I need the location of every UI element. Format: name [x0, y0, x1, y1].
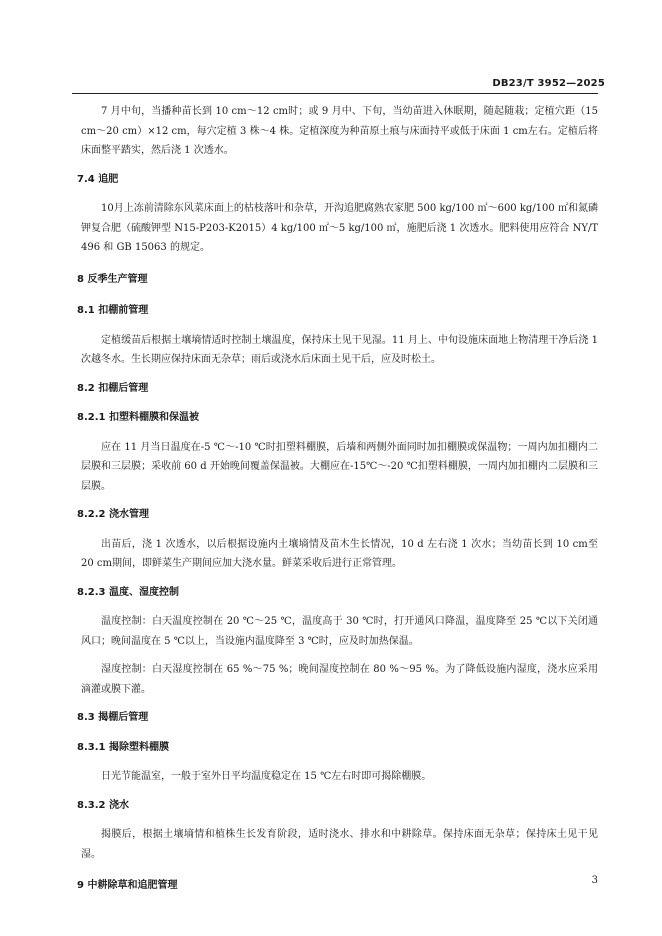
paragraph-temperature: 温度控制：白天温度控制在 20 ℃～25 ℃，温度高于 30 ℃时，打开通风口降温，温度降至 25 ℃以下关闭通风口；晚间温度在 5 ℃以上，当设施内温度降至 3 ℃时，应及时加热保温。: [81, 616, 598, 647]
page-content: [77, 102, 598, 908]
page-number: 3: [591, 875, 598, 886]
subsection-heading: 8.2.3 温度、湿度控制: [77, 586, 179, 598]
chapter-heading: 9 中耕除草和追肥管理: [77, 880, 178, 891]
paragraph-fertilizing: 10月上冻前清除东风菜床面上的枯枝落叶和杂草，开沟追肥腐熟农家肥 500 kg/100 ㎡～600 kg/100 ㎡和氮磷钾复合肥（硫酸钾型 N15-P203-K2015）4 kg/100 ㎡～5 kg/100 ㎡，施肥后浇 1 次透水。肥料使用应符合 NY/T 496 和 GB 15063 的规定。: [81, 203, 598, 253]
paragraph-planting: 7 月中旬，当播种苗长到 10 cm～12 cm时；或 9 月中、下旬，当幼苗进入休眠期，随起随栽；定植穴距（15 cm～20 cm）×12 cm，每穴定植 3 株～4 株。定植深度为种苗原土痕与床面持平或低于床面 1 cm左右。定植后将床面整平踏实，然后浇 1 次透水。: [81, 106, 598, 156]
paragraph-pre-cover: 定植缓苗后根据土壤墒情适时控制土壤温度，保持床土见干见湿。11 月上、中旬设施床面地上物清理干净后浇 1 次越冬水。生长期应保持床面无杂草；雨后或浇水后床面土见干后，应及时松土。: [81, 334, 598, 365]
section-heading: 8.3 揭棚后管理: [77, 712, 149, 723]
paragraph-film: 应在 11 月当日温度在-5 ℃～-10 ℃时扣塑料棚膜，后墙和两侧外面同时加扣棚膜或保温物；一周内加扣棚内二层膜和三层膜；采收前 60 d 开始晚间覆盖保温被。大棚应在-15℃～-20 ℃扣塑料棚膜，一周内加扣棚内二层膜和三层膜。: [81, 441, 598, 492]
subsection-heading: 8.3.2 浇水: [77, 799, 129, 811]
standard-code: DB23/T 3952—2025: [492, 78, 605, 89]
section-heading: 8.2 扣棚后管理: [77, 382, 149, 394]
section-heading: 8.1 扣棚前管理: [77, 305, 149, 316]
chapter-heading: 8 反季生产管理: [77, 273, 148, 285]
paragraph-after-removal: 揭膜后，根据土壤墒情和植株生长发育阶段，适时浇水、排水和中耕除草。保持床面无杂草；保持床土见干见湿。: [81, 829, 598, 860]
paragraph-remove-film: 日光节能温室，一般于室外日平均温度稳定在 15 ℃左右时即可揭除棚膜。: [101, 771, 432, 782]
subsection-heading: 8.3.1 揭除塑料棚膜: [77, 741, 169, 753]
header-rule: [72, 93, 598, 94]
paragraph-watering: 出苗后，浇 1 次透水，以后根据设施内土壤墒情及苗木生长情况，10 d 左右浇 1 次水；当幼苗长到 10 cm至 20 cm期间，即鲜菜生产期间应加大浇水量。鲜菜采收后进行正常管理。: [81, 538, 598, 569]
subsection-heading: 8.2.1 扣塑料棚膜和保温被: [77, 412, 199, 423]
subsection-heading: 8.2.2 浇水管理: [77, 509, 149, 520]
paragraph-humidity: 湿度控制：白天湿度控制在 65 %～75 %；晚间湿度控制在 80 %～95 %。为了降低设施内湿度，浇水应采用滴灌或膜下灌。: [81, 664, 598, 695]
section-heading: 7.4 追肥: [77, 173, 119, 185]
